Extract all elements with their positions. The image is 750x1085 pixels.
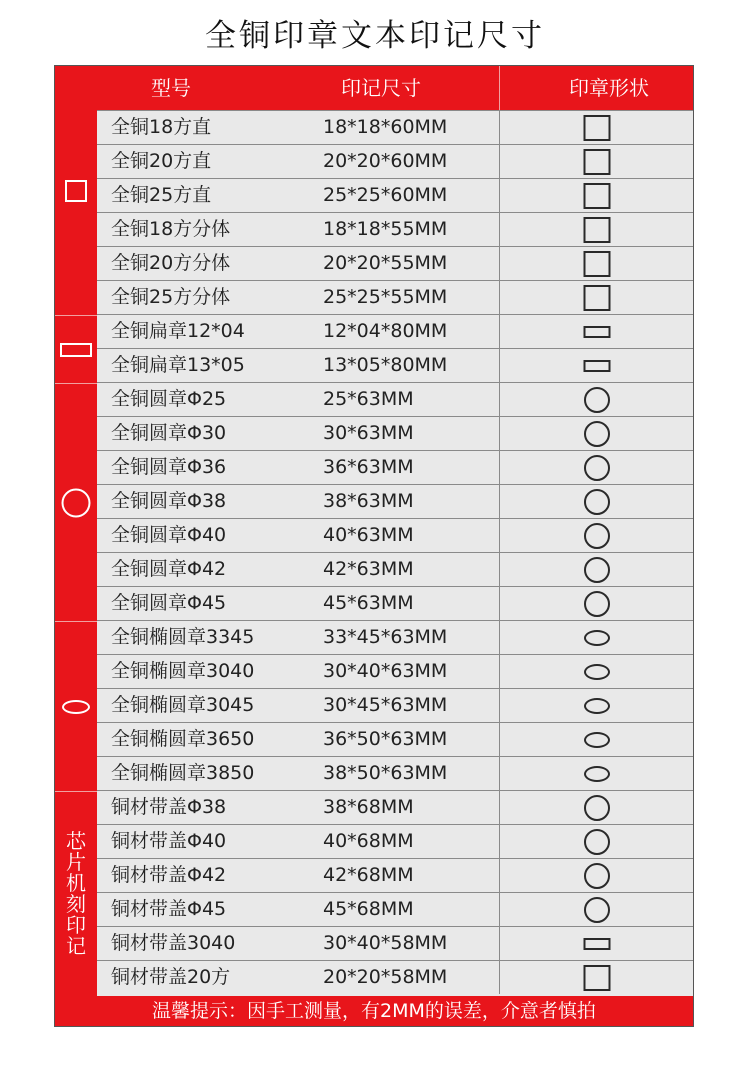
row-shape-cell — [499, 825, 693, 858]
header-model: 型号 — [151, 76, 191, 100]
table-row — [97, 314, 693, 348]
row-size: 45*68MM — [323, 898, 414, 920]
row-model: 全铜椭圆章3850 — [111, 762, 255, 784]
row-shape-cell — [499, 791, 693, 824]
table-row — [97, 416, 693, 450]
category-sidebar — [55, 66, 97, 996]
row-model: 铜材带盖Φ40 — [111, 830, 227, 852]
table-row — [97, 348, 693, 382]
table-row — [97, 212, 693, 246]
ellipse-shape-icon — [584, 664, 610, 680]
row-model: 铜材带盖20方 — [111, 966, 231, 988]
ellipse-shape-icon — [584, 732, 610, 748]
row-shape-cell — [499, 111, 693, 144]
table-row — [97, 892, 693, 926]
row-model: 铜材带盖3040 — [111, 932, 236, 954]
table-row — [97, 484, 693, 518]
row-size: 25*25*55MM — [323, 286, 448, 308]
circle-shape-icon — [584, 455, 610, 481]
row-shape-cell — [499, 961, 693, 994]
square-shape-icon — [583, 115, 610, 141]
circle-shape-icon — [584, 897, 610, 923]
row-model: 全铜圆章Φ38 — [111, 490, 227, 512]
circle-shape-icon — [584, 829, 610, 855]
row-shape-cell — [499, 213, 693, 246]
table-row — [97, 858, 693, 892]
circle-shape-icon — [584, 421, 610, 447]
row-model: 全铜圆章Φ25 — [111, 388, 227, 410]
row-model: 铜材带盖Φ45 — [111, 898, 227, 920]
table-row — [97, 756, 693, 790]
row-shape-cell — [499, 757, 693, 790]
circle-shape-icon — [584, 489, 610, 515]
table-row — [97, 654, 693, 688]
row-size: 40*68MM — [323, 830, 414, 852]
row-model: 全铜圆章Φ36 — [111, 456, 227, 478]
group-square — [55, 66, 97, 316]
rectangle-shape-icon — [583, 360, 610, 372]
row-size: 30*40*63MM — [323, 660, 448, 682]
row-model: 全铜椭圆章3345 — [111, 626, 255, 648]
row-size: 42*63MM — [323, 558, 414, 580]
circle-icon — [62, 488, 91, 517]
group-circle — [55, 384, 97, 622]
row-size: 33*45*63MM — [323, 626, 448, 648]
row-size: 18*18*60MM — [323, 116, 448, 138]
row-size: 38*63MM — [323, 490, 414, 512]
row-size: 42*68MM — [323, 864, 414, 886]
table-row — [97, 926, 693, 960]
row-model: 全铜圆章Φ40 — [111, 524, 227, 546]
row-shape-cell — [499, 689, 693, 722]
row-shape-cell — [499, 519, 693, 552]
row-shape-cell — [499, 587, 693, 620]
row-size: 30*63MM — [323, 422, 414, 444]
row-model: 铜材带盖Φ42 — [111, 864, 227, 886]
row-size: 30*45*63MM — [323, 694, 448, 716]
row-shape-cell — [499, 723, 693, 756]
row-shape-cell — [499, 247, 693, 280]
row-size: 20*20*55MM — [323, 252, 448, 274]
table-row — [97, 178, 693, 212]
row-shape-cell — [499, 655, 693, 688]
square-shape-icon — [583, 149, 610, 175]
table-row — [97, 790, 693, 824]
ellipse-shape-icon — [584, 766, 610, 782]
table-row — [97, 722, 693, 756]
row-model: 全铜圆章Φ42 — [111, 558, 227, 580]
square-icon — [65, 180, 87, 202]
table-row — [97, 586, 693, 620]
table-row — [97, 280, 693, 314]
row-shape-cell — [499, 281, 693, 314]
row-shape-cell — [499, 553, 693, 586]
square-shape-icon — [583, 217, 610, 243]
square-shape-icon — [583, 183, 610, 209]
header-size: 印记尺寸 — [341, 76, 421, 100]
table-header — [97, 66, 693, 110]
table-row — [97, 552, 693, 586]
circle-shape-icon — [584, 387, 610, 413]
rectangle-icon — [60, 343, 92, 357]
row-shape-cell — [499, 485, 693, 518]
circle-shape-icon — [584, 795, 610, 821]
circle-shape-icon — [584, 523, 610, 549]
row-model: 全铜椭圆章3045 — [111, 694, 255, 716]
header-shape: 印章形状 — [569, 76, 649, 100]
row-shape-cell — [499, 927, 693, 960]
rectangle-shape-icon — [583, 326, 610, 338]
row-size: 25*63MM — [323, 388, 414, 410]
table-row — [97, 688, 693, 722]
row-model: 全铜25方直 — [111, 184, 212, 206]
row-model: 全铜20方直 — [111, 150, 212, 172]
row-model: 全铜圆章Φ45 — [111, 592, 227, 614]
header-divider — [499, 66, 500, 110]
table-row — [97, 246, 693, 280]
square-shape-icon — [583, 285, 610, 311]
row-model: 铜材带盖Φ38 — [111, 796, 227, 818]
ellipse-shape-icon — [584, 630, 610, 646]
footer-note: 温馨提示：因手工测量，有2MM的误差，介意者慎拍 — [55, 996, 693, 1026]
row-shape-cell — [499, 621, 693, 654]
row-model: 全铜扁章12*04 — [111, 320, 245, 342]
row-shape-cell — [499, 451, 693, 484]
group-ellipse — [55, 622, 97, 792]
table-row — [97, 518, 693, 552]
row-model: 全铜20方分体 — [111, 252, 231, 274]
row-size: 38*68MM — [323, 796, 414, 818]
ellipse-shape-icon — [584, 698, 610, 714]
row-model: 全铜18方分体 — [111, 218, 231, 240]
row-size: 12*04*80MM — [323, 320, 448, 342]
row-size: 18*18*55MM — [323, 218, 448, 240]
table-row — [97, 144, 693, 178]
table-row — [97, 960, 693, 994]
circle-shape-icon — [584, 591, 610, 617]
row-size: 40*63MM — [323, 524, 414, 546]
row-size: 30*40*58MM — [323, 932, 448, 954]
row-model: 全铜圆章Φ30 — [111, 422, 227, 444]
row-size: 13*05*80MM — [323, 354, 448, 376]
page-title: 全铜印章文本印记尺寸 — [205, 18, 545, 54]
circle-shape-icon — [584, 557, 610, 583]
row-size: 20*20*58MM — [323, 966, 448, 988]
row-shape-cell — [499, 893, 693, 926]
row-shape-cell — [499, 179, 693, 212]
row-size: 36*63MM — [323, 456, 414, 478]
row-size: 20*20*60MM — [323, 150, 448, 172]
circle-shape-icon — [584, 863, 610, 889]
row-shape-cell — [499, 145, 693, 178]
row-shape-cell — [499, 349, 693, 382]
row-model: 全铜扁章13*05 — [111, 354, 245, 376]
chip-engraved-label: 芯片机刻印记 — [66, 829, 86, 958]
row-model: 全铜25方分体 — [111, 286, 231, 308]
table-row — [97, 450, 693, 484]
row-model: 全铜椭圆章3040 — [111, 660, 255, 682]
row-model: 全铜18方直 — [111, 116, 212, 138]
row-shape-cell — [499, 383, 693, 416]
row-size: 45*63MM — [323, 592, 414, 614]
square-shape-icon — [583, 965, 610, 991]
table-row — [97, 824, 693, 858]
ellipse-icon — [62, 700, 90, 714]
table-row — [97, 620, 693, 654]
table-row — [97, 110, 693, 144]
row-shape-cell — [499, 859, 693, 892]
row-model: 全铜椭圆章3650 — [111, 728, 255, 750]
group-rectangle — [55, 316, 97, 384]
square-shape-icon — [583, 251, 610, 277]
row-size: 25*25*60MM — [323, 184, 448, 206]
row-shape-cell — [499, 315, 693, 348]
row-shape-cell — [499, 417, 693, 450]
row-size: 38*50*63MM — [323, 762, 448, 784]
group-chip-engraved — [55, 792, 97, 996]
table-row — [97, 382, 693, 416]
size-table — [54, 65, 694, 1027]
rectangle-shape-icon — [583, 938, 610, 950]
row-size: 36*50*63MM — [323, 728, 448, 750]
